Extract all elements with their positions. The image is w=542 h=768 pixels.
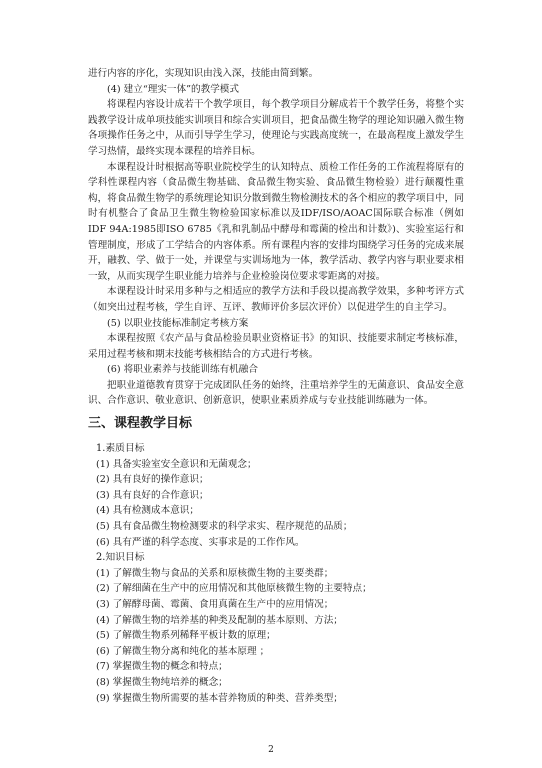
subsection-4-paragraph-2: 本课程设计时根据高等职业院校学生的认知特点、质检工作任务的工作流程将原有的学科性课程内容（食品微生物基础、食品微生物实验、食品微生物检验）进行颠覆性重构，将食品微生物学的系统理论知识分散到微生物检测技术的各个相应的教学项目中，同时有机整合了食品卫生微生物检验国家标准以及IDF/ISO/AOAC国际联合标准（例如IDF 94A:1985即ISO 6785《乳和乳制品中酵母和霉菌的检出和计数》)、实验室运行和管理制度，形成了工学结合的内容体系。所有课程内容的安排均围绕学习任务的完成来展开，融教、学、做于一处，并课堂与实训场地为一体，教学活动、教学内容与职业要求相一致，从而实现学生职业能力培养与企业检验岗位要求零距离的对接。: [88, 161, 464, 282]
list-item: (4) 了解微生物的培养基的种类及配制的基本原则、方法；: [96, 614, 343, 626]
subsection-6-paragraph-1: 把职业道德教育贯穿于完成团队任务的始终，注重培养学生的无菌意识、食品安全意识、合作意识、敬业意识、创新意识，使职业素质养成与专业技能训练融为一体。: [88, 379, 464, 407]
list-item: (6) 了解微生物分离和纯化的基本原理 ；: [96, 645, 270, 657]
knowledge-goals-title: 2.知识目标: [96, 552, 145, 564]
quality-goals-list: [88, 457, 464, 551]
list-item: (5) 了解微生物系列稀释平板计数的原理；: [96, 630, 276, 642]
list-item: (3) 了解酵母菌、霉菌、食用真菌在生产中的应用情况；: [96, 599, 334, 610]
list-item: (2) 具有良好的操作意识；: [96, 474, 209, 486]
list-item: (4) 具有检测成本意识；: [96, 505, 199, 517]
subsection-6-title: (6) 将职业素养与技能训练有机融合: [107, 364, 258, 376]
quality-goals-title: 1.素质目标: [96, 443, 145, 455]
subsection-4-title: (4) 建立“理实一体”的教学模式: [107, 83, 239, 95]
list-item: (9) 掌握微生物所需要的基本营养物质的种类、营养类型；: [96, 692, 343, 704]
list-item: (1) 具备实验室安全意识和无菌观念；: [96, 458, 257, 470]
page-content: [88, 66, 464, 706]
list-item: (7) 掌握微生物的概念和特点；: [96, 661, 228, 673]
list-item: (5) 具有食品微生物检测要求的科学求实、程序规范的品质；: [96, 521, 353, 533]
subsection-4-paragraph-3: 本课程设计时采用多种与之相适应的教学方法和手段以提高教学效果，多种考评方式（如突出过程考核，学生自评、互评、教师评价多层次评价）以促进学生的自主学习。: [88, 286, 464, 313]
knowledge-goals-list: [88, 566, 464, 706]
subsection-5-title: (5) 以职业技能标准制定考核方案: [107, 317, 249, 329]
list-item: (2) 了解细菌在生产中的应用情况和其他原核微生物的主要特点；: [96, 583, 372, 595]
section-3-heading: 三、课程教学目标: [88, 416, 193, 432]
list-item: (8) 掌握微生物纯培养的概念；: [96, 676, 228, 688]
intro-text: 进行内容的序化，实现知识由浅入深，技能由简到繁。: [88, 68, 319, 79]
list-item: (6) 具有严谨的科学态度、实事求是的工作作风。: [96, 536, 305, 548]
list-item: (1) 了解微生物与食品的关系和原核微生物的主要类群；: [96, 567, 334, 579]
page-number: 2: [268, 745, 274, 755]
list-item: (3) 具有良好的合作意识；: [96, 489, 209, 501]
subsection-4-paragraph-1: 将课程内容设计成若干个教学项目，每个教学项目分解成若干个教学任务，将整个实践教学设计成单项技能实训项目和综合实训项目，把食品微生物学的理论知识融入微生物各项操作任务之中，从而引导学生学习，使理论与实践高度统一，在最高程度上激发学生学习热情，最终实现本课程的培养目标。: [88, 99, 464, 157]
subsection-5-paragraph-1: 本课程按照《农产品与食品检验员职业资格证书》的知识、技能要求制定考核标准，采用过程考核和期末技能考核相结合的方式进行考核。: [88, 333, 464, 360]
